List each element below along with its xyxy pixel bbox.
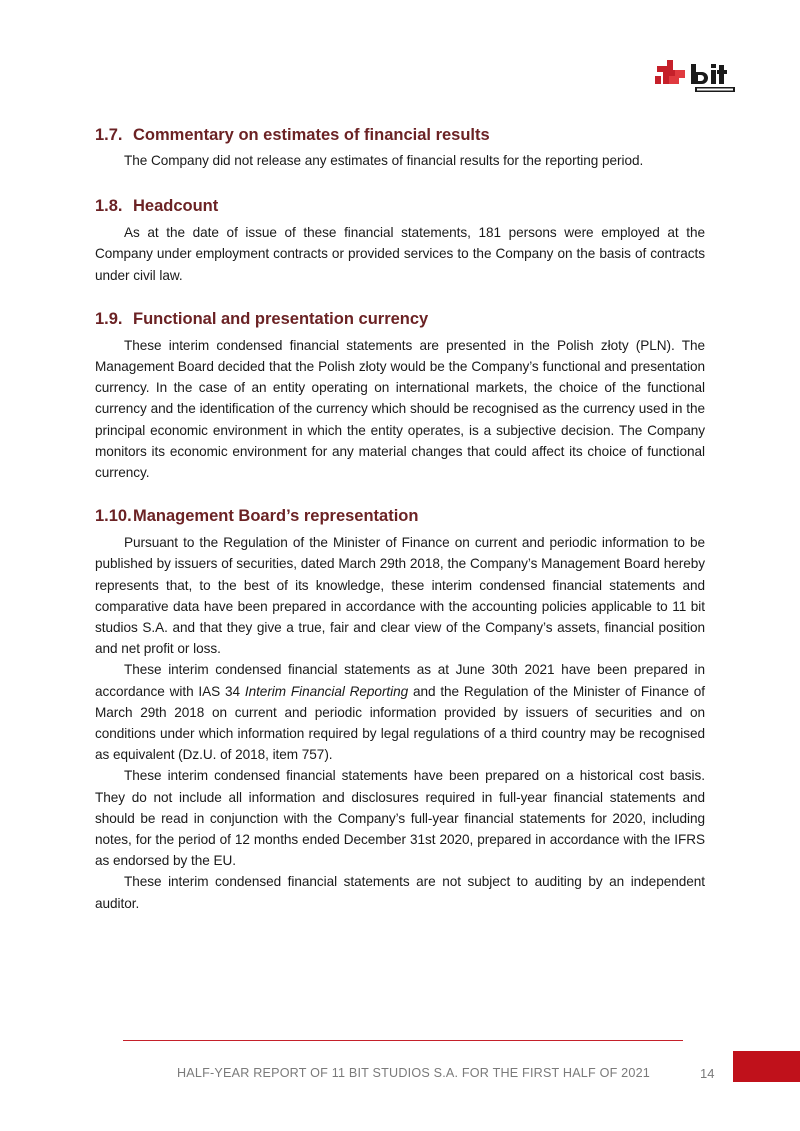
eleven-bit-studios-logo-icon — [655, 50, 737, 94]
footer-report-title: HALF-YEAR REPORT OF 11 BIT STUDIOS S.A. FOR THE FIRST HALF OF 2021 — [177, 1066, 650, 1080]
section-number: 1.7. — [95, 126, 123, 144]
section-1-8 — [95, 194, 705, 286]
section-1-9 — [95, 307, 705, 483]
page-tab-decoration — [733, 1051, 800, 1082]
paragraph: These interim condensed financial statements are not subject to auditing by an independent auditor. — [95, 874, 705, 911]
section-title: Functional and presentation currency — [133, 309, 429, 328]
footer-divider — [123, 1040, 683, 1041]
company-logo — [655, 50, 737, 94]
paragraph-text: These interim condensed financial statements as at June 30th 2021 have been prepared in accordance with IAS 34 — [95, 662, 705, 699]
section-1-7 — [95, 123, 705, 171]
section-title: Management Board’s representation — [133, 507, 419, 526]
section-heading — [95, 307, 705, 331]
paragraph: These interim condensed financial statements have been prepared on a historical cost basis. They do not include all information and disclosures required in full-year financial statements and should be read in conjunction with the Company’s full-year financial statements for 2020, including notes, for the period of 12 months ended December 31st 2020, prepared in accordance with the IFRS as endorsed by the EU. — [95, 768, 705, 869]
document-body — [95, 121, 705, 914]
section-heading — [95, 194, 705, 218]
section-number: 1.8. — [95, 197, 123, 216]
section-heading — [95, 123, 705, 147]
section-number: 1.9. — [95, 309, 123, 328]
section-1-10 — [95, 504, 705, 914]
standard-title: Interim Financial Reporting — [244, 683, 409, 699]
section-title: Headcount — [133, 197, 219, 216]
paragraph: As at the date of issue of these financial statements, 181 persons were employed at the Company under employment contracts or provided services to the Company on the basis of contracts under civil law. — [95, 225, 705, 283]
section-title: Commentary on estimates of financial results — [133, 126, 490, 144]
paragraph: Pursuant to the Regulation of the Minister of Finance on current and periodic information to be published by issuers of securities, dated March 29th 2018, the Company’s Management Board hereby represents that, to the best of its knowledge, these interim condensed financial statements and comparative data have been prepared in accordance with the accounting policies applicable to 11 bit studios S.A. and that they give a true, fair and clear view of the Company’s assets, financial position and net profit or loss. — [95, 535, 705, 657]
page-number: 14 — [700, 1066, 715, 1081]
paragraph: The Company did not release any estimates of financial results for the reporting period. — [124, 153, 644, 168]
paragraph — [95, 659, 705, 765]
paragraph: These interim condensed financial statements are presented in the Polish złoty (PLN). The Management Board decided that the Polish złoty would be the Company’s functional and presentation currency. In the case of an entity operating on international markets, the choice of the functional currency and the identification of the currency which should be recognised as the currency used in the principal economic environment in which the entity operates, is a subjective decision. The Company monitors its economic environment for any material changes that could affect its choice of functional currency. — [95, 337, 705, 481]
section-number: 1.10. — [95, 507, 132, 526]
section-heading — [95, 504, 705, 528]
paragraph-text: and the Regulation of the Minister of Finance of March 29th 2018 on current and periodic information provided by issuers of securities and on conditions under which information required by legal regulations of a third country may be recognised as equivalent (Dz.U. of 2018, item 757). — [95, 683, 705, 763]
